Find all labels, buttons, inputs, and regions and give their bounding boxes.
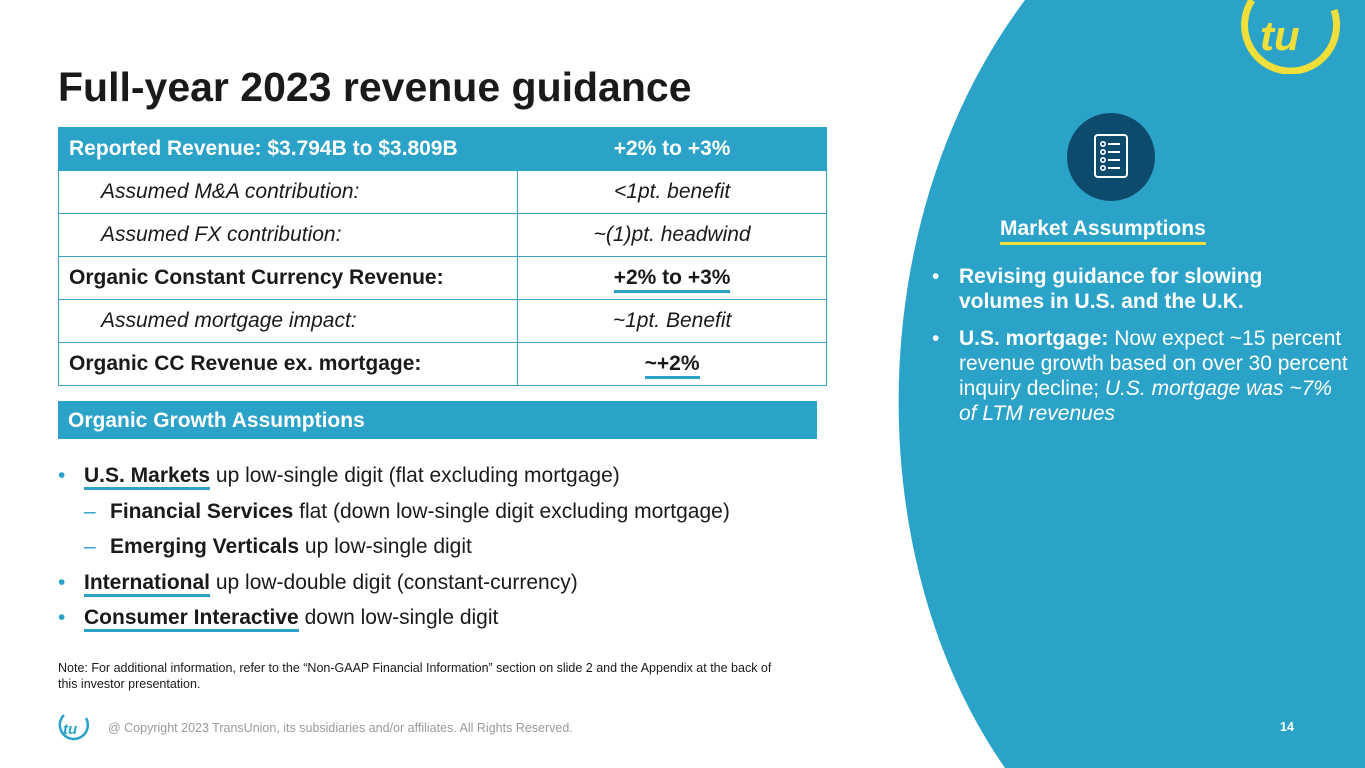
bullet-bold-term: Consumer Interactive — [84, 606, 299, 632]
tu-logo-icon — [56, 712, 90, 744]
row-value-text: +2% to +3% — [613, 137, 731, 160]
row-value — [518, 257, 827, 300]
list-item — [58, 529, 818, 565]
bullet-marker: – — [84, 499, 96, 523]
table-row — [59, 171, 827, 214]
bullet-text: down low-single digit — [298, 606, 499, 629]
bullet-italic-text: U.S. mortgage was ~7% of LTM revenues — [959, 377, 1332, 425]
bullet-marker: • — [932, 327, 940, 350]
bullet-bold-term: Emerging Verticals — [110, 535, 300, 558]
bullet-text: flat (down low-single digit excluding mortgage) — [293, 499, 730, 523]
page-number-badge: 14 — [1272, 712, 1302, 742]
row-value — [518, 300, 827, 343]
market-assumptions-title: Market Assumptions — [1000, 217, 1206, 245]
table-row — [59, 257, 827, 300]
revenue-guidance-table — [58, 127, 827, 386]
market-assumptions-bullets — [932, 264, 1352, 438]
table-row — [59, 300, 827, 343]
row-value — [518, 343, 827, 386]
row-label: Organic Constant Currency Revenue: — [59, 257, 518, 300]
row-value — [518, 128, 827, 171]
organic-growth-heading: Organic Growth Assumptions — [58, 401, 817, 439]
bullet-bold-term: U.S. mortgage: — [959, 327, 1109, 350]
bullet-marker: • — [58, 570, 66, 594]
bullet-marker: – — [84, 535, 96, 558]
copyright-text: @ Copyright 2023 TransUnion, its subsidiaries and/or affiliates. All Rights Reserved. — [108, 721, 573, 735]
bullet-bold-term: International — [84, 571, 210, 597]
row-value-text: ~(1)pt. headwind — [593, 223, 751, 246]
row-value — [518, 214, 827, 257]
bullet-bold-term: Financial Services — [110, 499, 294, 523]
list-item — [932, 326, 1352, 426]
row-value-text: ~1pt. Benefit — [612, 309, 732, 332]
tu-logo-icon — [1238, 0, 1340, 74]
row-value-text: +2% to +3% — [614, 266, 731, 293]
table-row — [59, 128, 827, 171]
row-label: Assumed M&A contribution: — [59, 171, 518, 214]
list-item — [932, 264, 1352, 314]
row-label: Assumed FX contribution: — [59, 214, 518, 257]
footnote: Note: For additional information, refer to the “Non-GAAP Financial Information” section on slide 2 and the Appendix at the back of this investor presentation. — [58, 661, 772, 691]
bullet-text: up low-double digit (constant-currency) — [210, 570, 578, 594]
table-row — [59, 214, 827, 257]
bullet-marker: • — [58, 606, 66, 629]
table-row — [59, 343, 827, 386]
organic-growth-bullets — [58, 458, 818, 636]
list-item — [58, 458, 818, 494]
row-value-text: ~+2% — [645, 352, 700, 379]
bullet-marker: • — [932, 265, 940, 288]
bullet-bold-term: U.S. Markets — [84, 464, 210, 490]
checklist-icon — [1067, 113, 1155, 201]
row-value-text: <1pt. benefit — [614, 180, 731, 203]
row-value — [518, 171, 827, 214]
bullet-text: up low-single digit (flat excluding mortgage) — [210, 464, 620, 487]
list-item — [58, 494, 818, 530]
row-label: Reported Revenue: $3.794B to $3.809B — [59, 128, 518, 171]
svg-text:tu: tu — [1260, 12, 1300, 59]
bullet-text: up low-single digit — [299, 535, 472, 558]
svg-text:tu: tu — [63, 721, 78, 738]
page-title: Full-year 2023 revenue guidance — [58, 64, 692, 110]
row-label: Assumed mortgage impact: — [59, 300, 518, 343]
bullet-text: Now expect ~15 percent revenue growth based on over 30 percent inquiry decline; — [959, 327, 1348, 400]
bullet-marker: • — [58, 464, 66, 487]
row-label: Organic CC Revenue ex. mortgage: — [59, 343, 518, 386]
list-item — [58, 600, 818, 636]
bullet-bold-term: Revising guidance for slowing volumes in U.S. and the U.K. — [959, 265, 1263, 313]
list-item — [58, 565, 818, 601]
